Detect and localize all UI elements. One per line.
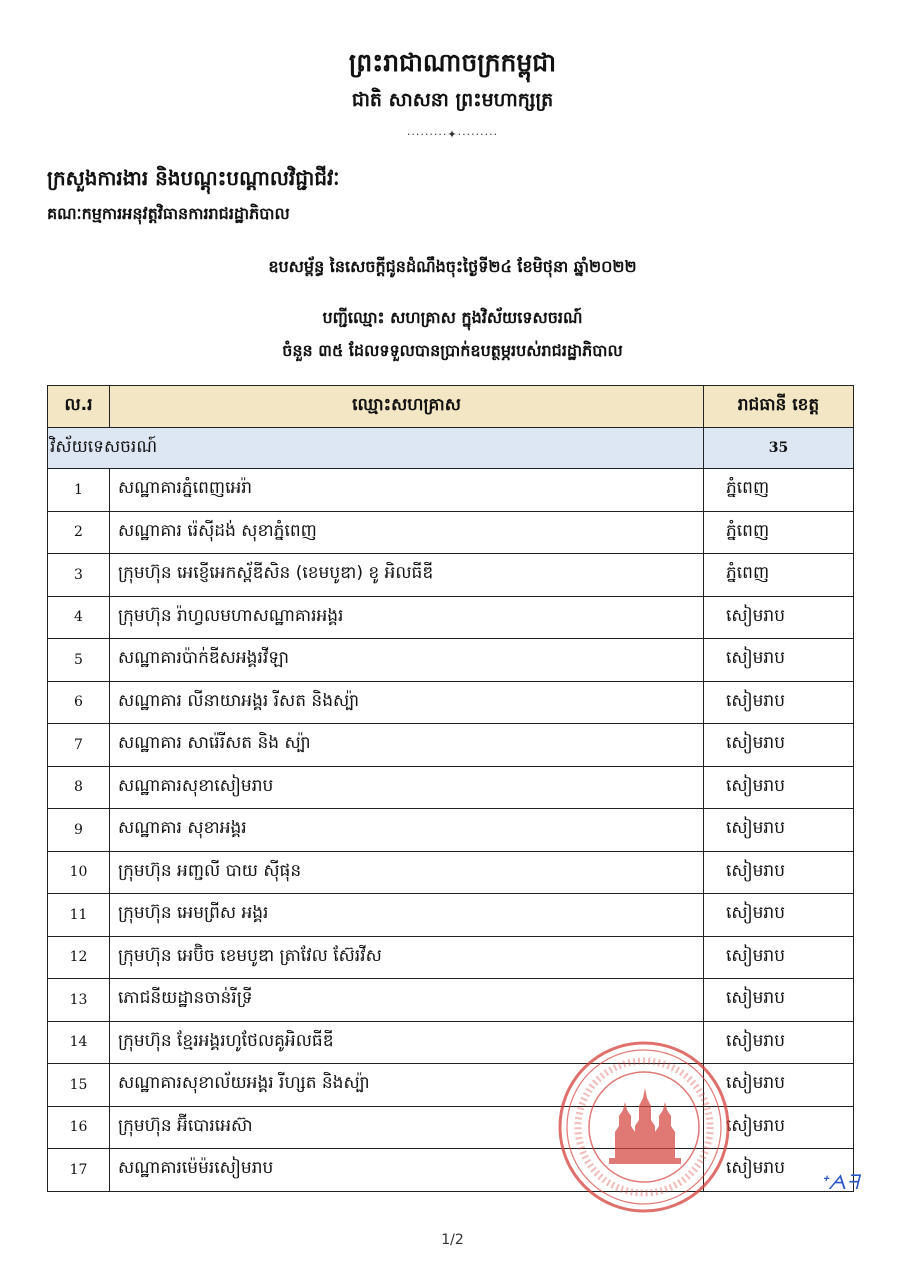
enterprise-name: ក្រុមហ៊ុន អញ្ជលី បាយ ស៊ីផុន (110, 851, 704, 894)
table-row (48, 1149, 854, 1192)
header-province: រាជធានី ខេត្ត (704, 386, 854, 428)
table-row (48, 554, 854, 597)
table-row (48, 724, 854, 767)
province-name: សៀមរាប (704, 639, 854, 682)
row-number: 14 (48, 1021, 110, 1064)
enterprise-name: សណ្ឋាគារ សុខាអង្គរ (110, 809, 704, 852)
kingdom-title: ព្រះរាជាណាចក្រកម្ពុជា (348, 48, 557, 77)
enterprise-name: ក្រុមហ៊ុន រ៉ាហ្វលមហាសណ្ឋាគារអង្គរ (110, 596, 704, 639)
enterprise-name: សណ្ឋាគារប៉ាក់ឌីសអង្គរវីឡា (110, 639, 704, 682)
ornament-divider: ·········✦········· (406, 128, 499, 141)
enterprise-name: ក្រុមហ៊ុន អេខ្ញើអេកស្ព័ឌីសិន (ខេមបូឌា) ខូ អិលធីឌី (110, 554, 704, 597)
enterprise-name: ភោជនីយដ្ឋានចាន់រីទ្រី (110, 979, 704, 1022)
province-name: សៀមរាប (704, 724, 854, 767)
category-label: វិស័យទេសចរណ៍ (48, 428, 704, 469)
province-name: ភ្នំពេញ (704, 469, 854, 512)
ministry-name: ក្រសួងការងារ និងបណ្តុះបណ្តាលវិជ្ជាជីវៈ (47, 166, 340, 190)
row-number: 4 (48, 596, 110, 639)
enterprise-name: ក្រុមហ៊ុន អ៊ីបោរអេស៊ា (110, 1106, 704, 1149)
enterprise-name: សណ្ឋាគារម៉េម៉រសៀមរាប (110, 1149, 704, 1192)
province-name: សៀមរាប (704, 936, 854, 979)
enterprise-name: សណ្ឋាគារភ្នំពេញអេរ៉ា (110, 469, 704, 512)
province-name: សៀមរាប (704, 1021, 854, 1064)
row-number: 8 (48, 766, 110, 809)
row-number: 9 (48, 809, 110, 852)
province-name: សៀមរាប (704, 1106, 854, 1149)
row-number: 2 (48, 511, 110, 554)
enterprise-name: សណ្ឋាគារ លីនាយាអង្គរ រីសត និងស្ប៉ា (110, 681, 704, 724)
table-row (48, 979, 854, 1022)
row-number: 6 (48, 681, 110, 724)
page-number: 1/2 (441, 1232, 464, 1248)
enterprise-name: សណ្ឋាគារ សារ៉េរីសត និង ស្ប៉ា (110, 724, 704, 767)
province-name: ភ្នំពេញ (704, 554, 854, 597)
header-num: ល.រ (48, 386, 110, 428)
enterprise-name: ក្រុមហ៊ុន ខ្មែរអង្គរហូថែលគូអិលធីឌី (110, 1021, 704, 1064)
table-row (48, 851, 854, 894)
table-row (48, 1106, 854, 1149)
official-seal (557, 1040, 731, 1214)
enterprise-table (47, 385, 854, 1192)
row-number: 17 (48, 1149, 110, 1192)
list-title: បញ្ជីឈ្មោះ សហគ្រាស ក្នុងវិស័យទេសចរណ៍ (322, 308, 583, 327)
province-name: សៀមរាប (704, 1149, 854, 1192)
enterprise-name: ក្រុមហ៊ុន អេមព្រីស អង្គរ (110, 894, 704, 937)
category-count: 35 (704, 428, 854, 469)
province-name: សៀមរាប (704, 681, 854, 724)
table-row (48, 681, 854, 724)
province-name: សៀមរាប (704, 851, 854, 894)
row-number: 3 (48, 554, 110, 597)
row-number: 11 (48, 894, 110, 937)
table-row (48, 639, 854, 682)
enterprise-name: ក្រុមហ៊ុន អេប៊ិច ខេមបូឌា ត្រាវែល ស៊ែរវីស (110, 936, 704, 979)
row-number: 12 (48, 936, 110, 979)
table-row (48, 809, 854, 852)
province-name: សៀមរាប (704, 979, 854, 1022)
table-row (48, 469, 854, 512)
province-name: សៀមរាប (704, 809, 854, 852)
national-motto: ជាតិ សាសនា ព្រះមហាក្សត្រ (351, 89, 554, 111)
table-row (48, 1064, 854, 1107)
enterprise-name: សណ្ឋាគារ រ៉េស៊ីដង់ សុខាភ្នំពេញ (110, 511, 704, 554)
signature-initials: ᐩᗅᖷ (820, 1170, 859, 1194)
row-number: 1 (48, 469, 110, 512)
province-name: សៀមរាប (704, 766, 854, 809)
table-row (48, 596, 854, 639)
row-number: 15 (48, 1064, 110, 1107)
enterprise-name: សណ្ឋាគារសុខាសៀមរាប (110, 766, 704, 809)
province-name: ភ្នំពេញ (704, 511, 854, 554)
committee-name: គណៈកម្មការអនុវត្តវិធានការរាជរដ្ឋាភិបាល (47, 204, 290, 223)
row-number: 7 (48, 724, 110, 767)
table-row (48, 894, 854, 937)
province-name: សៀមរាប (704, 894, 854, 937)
row-number: 16 (48, 1106, 110, 1149)
table-row (48, 936, 854, 979)
row-number: 10 (48, 851, 110, 894)
table-row (48, 511, 854, 554)
table-row (48, 1021, 854, 1064)
row-number: 5 (48, 639, 110, 682)
province-name: សៀមរាប (704, 596, 854, 639)
enterprise-name: សណ្ឋាគារសុខាល័យអង្គរ រីហ្សត និងស្ប៉ា (110, 1064, 704, 1107)
province-name: សៀមរាប (704, 1064, 854, 1107)
table-header-row (48, 386, 854, 428)
table-row (48, 766, 854, 809)
count-line: ចំនួន ៣៥ ដែលទទួលបានប្រាក់ឧបត្ថម្ភរបស់រាជរដ្ឋាភិបាល (282, 341, 623, 360)
row-number: 13 (48, 979, 110, 1022)
annex-title: ឧបសម្ព័ន្ធ នៃសេចក្តីជូនដំណឹងចុះថ្ងៃទី២៤ ខែមិថុនា ឆ្នាំ២០២២ (268, 257, 637, 276)
category-row (48, 428, 854, 469)
header-name: ឈ្មោះសហគ្រាស (110, 386, 704, 428)
